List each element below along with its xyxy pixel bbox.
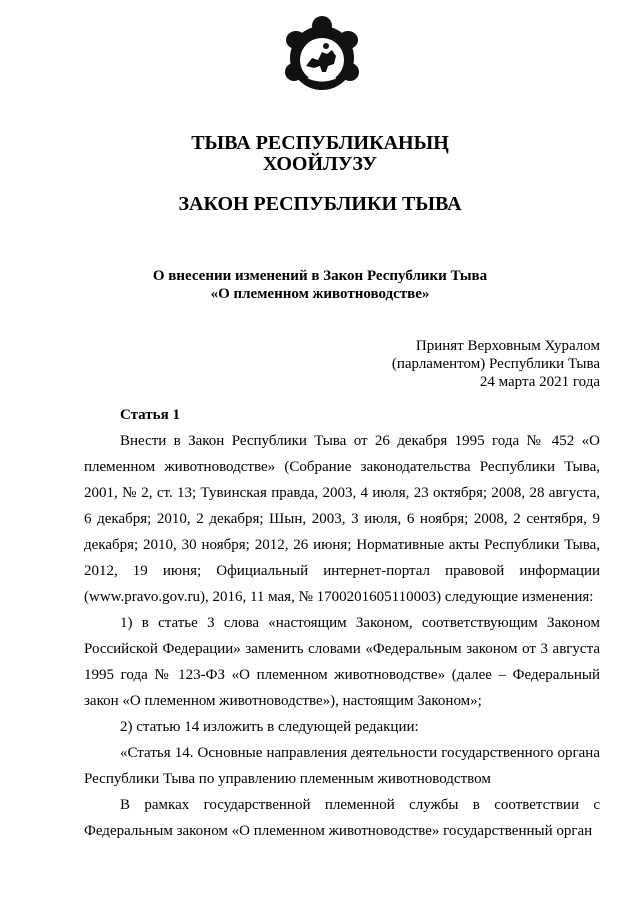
- paragraph: «Статья 14. Основные направления деятельности государственного органа Республики Тыва по управлению племенным животноводством: [84, 745, 600, 787]
- adoption-date: 24 марта 2021 года: [479, 374, 600, 390]
- tyva-title-line2: ХООЙЛУЗУ: [262, 153, 378, 175]
- paragraph: 2) статью 14 изложить в следующей редакции:: [120, 719, 419, 735]
- adoption-line2: (парламентом) Республики Тыва: [391, 356, 600, 372]
- subject-line2: «О племенном животноводстве»: [210, 286, 430, 302]
- adoption-line1: Принят Верховным Хуралом: [415, 338, 600, 354]
- tyva-title-line1: ТЫВА РЕСПУБЛИКАНЫҢ: [191, 132, 449, 154]
- article-body: [84, 428, 600, 844]
- coat-of-arms-emblem: [282, 14, 362, 98]
- article-heading: Статья 1: [120, 407, 180, 423]
- subject-line1: О внесении изменений в Закон Республики Тыва: [152, 268, 488, 284]
- law-subject: [0, 267, 640, 303]
- law-title: ЗАКОН РЕСПУБЛИКИ ТЫВА: [178, 193, 462, 215]
- adoption-block: [392, 337, 600, 391]
- tyva-title: [0, 133, 640, 175]
- paragraph: 1) в статье 3 слова «настоящим Законом, соответствующим Законом Российской Федерации» заменить словами «Федеральным законом от 3 августа 1995 года № 123-ФЗ «О племенном животноводстве» (далее – Федеральный закон «О племенном животноводстве»), настоящим Законом»;: [84, 615, 600, 709]
- paragraph: В рамках государственной племенной службы в соответствии с Федеральным законом «О племенном животноводстве» государственный орган: [84, 797, 600, 839]
- paragraph: Внести в Закон Республики Тыва от 26 декабря 1995 года № 452 «О племенном животноводстве» (Собрание законодательства Республики Тыва, 2001, № 2, ст. 13; Тувинская правда, 2003, 4 июля, 23 октября; 2008, 28 августа, 6 декабря; 2010, 2 декабря; Шын, 2003, 3 июля, 6 ноября; 2008, 2 сентября, 9 декабря; 2010, 30 ноября; 2012, 26 июня; Нормативные акты Республики Тыва, 2012, 19 июня; Официальный интернет-портал правовой информации (www.pravo.gov.ru), 2016, 11 мая, № 1700201605110003) следующие изменения:: [84, 433, 600, 605]
